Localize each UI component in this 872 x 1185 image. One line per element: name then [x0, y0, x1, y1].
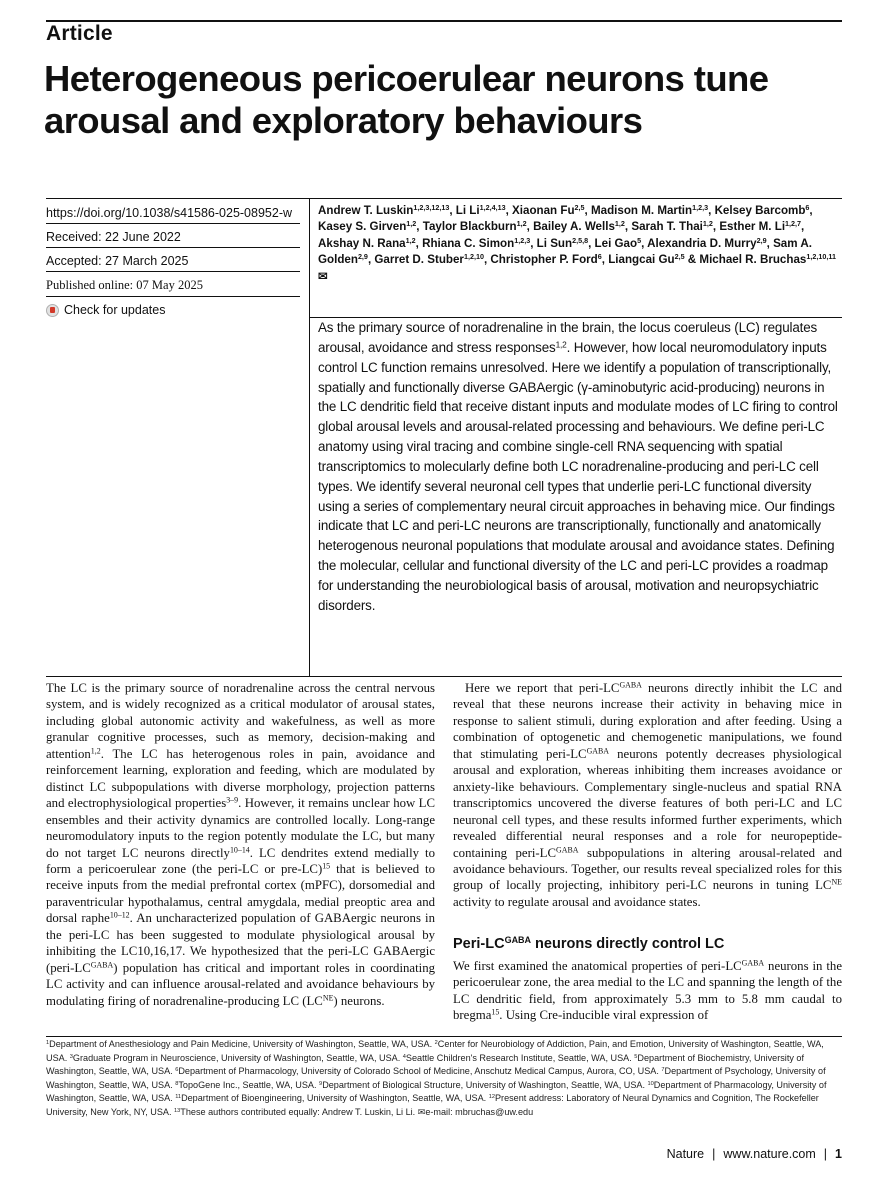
body-rule	[46, 676, 842, 677]
journal-website[interactable]: www.nature.com	[723, 1147, 816, 1161]
author-name[interactable]: Li Li$^{1,2,4,13}$	[455, 203, 506, 217]
footnote-rule	[46, 1036, 842, 1037]
body-column-left: The LC is the primary source of noradrenaline across the central nervous system, and is widely recognized as a critical modulator of arousal states, including global autonomic activity and wakefulness, as well as more granular cognitive processes, such as memory, decision-making and attention$^{1,2}$. The LC has heterogenous roles in pain, avoidance and reinforcement learning, exploration and feeding, which are modulated by distinct LC subpopulations with diverse morphology, projection patterns and electrophysiological properties$^{3-9}$. However, it remains unclear how LC ensembles and their activity dynamics are controlled locally. Long-range neuromodulatory inputs to the region potently modulate the LC, but many do not target LC neurons directly$^{10-14}$. LC dendrites extend medially to form a pericoerulear zone (the peri-LC or pre-LC)$^{15}$ that is believed to receive inputs from the medial prefrontal cortex (mPFC), dorsomedial and paraventricular hypothalamus, central amygdala, medial preoptic area and dorsal raphe$^{10-12}$. An uncharacterized population of GABAergic neurons in the peri-LC has been suggested to modulate physiological arousal by inhibiting the LC10,16,17. We hypothesized that the peri-LC GABAergic $(peri-LC^{GABA})$ population has critical and important roles in coordinating LC activity and can influence arousal-related and avoidance behaviours by modulating firing of noradrenaline-producing LC $(LC^{NE})$ neurons.	[46, 681, 436, 1008]
author-name[interactable]: Sarah T. Thai$^{1,2}$	[631, 219, 713, 234]
author-name[interactable]: Li Sun$^{2,5,8}$	[536, 235, 589, 250]
author-name[interactable]: Kelsey Barcomb$^6$	[714, 203, 810, 217]
author-name[interactable]: Rhiana C. Simon$^{1,2,3}$	[422, 235, 531, 250]
body-column-right: Here we report that peri-$LC^{GABA}$ neurons directly inhibit the LC and reveal that these neurons increase their activity in behaving mice in response to salient stimuli, during exploration and after feeding. Using a combination of optogenetic and chemogenetic manipulations, we found that stimulating peri-$LC^{GABA}$ neurons potently decreases physiological arousal and exploration, whereas inhibiting them increases avoidance or anxiety-like behaviours. Complementary single-nucleus and spatial RNA transcriptomics uncovered the diverse features of both peri-LC and LC neuronal cell types, and these results informed further experiments, which revealed differential neural responses and a role for neuropeptide-containing peri-$LC^{GABA}$ subpopulations in altering arousal-related and avoidance behaviours. Together, our results reveal specialized roles for this group of locally projecting, inhibitory peri-LC neurons in tuning $LC^{NE}$ activity to regulate arousal and avoidance states.	[453, 680, 842, 909]
meta-divider	[46, 271, 300, 272]
email-icon: ✉	[417, 1106, 426, 1117]
abstract: As the primary source of noradrenaline in the brain, the locus coeruleus (LC) regulates arousal, avoidance and stress responses$^{1,2}$. However, how local neuromodulatory inputs control LC function remains unresolved. Here we identify a population of transcriptionally, spatially and functionally diverse GABAergic (γ-aminobutyric acid-producing) neurons in the LC dendritic field that receive distant inputs and modulate modes of LC firing to control global arousal levels and arousal-related processing and behaviours. We define peri-LC anatomy using viral tracing and combine single-cell RNA sequencing with spatial transcriptomics to molecularly define both LC noradrenaline-producing and peri-LC cell types. We identify several neuronal cell types that underlie peri-LC functional diversity using a series of complementary neural circuit approaches in behaving mice. Our findings indicate that LC and peri-LC neurons are transcriptionally, functionally and anatomically heterogenous neuronal populations that modulate arousal and avoidance states. Defining the molecular, cellular and functional diversity of the LC and peri-LC provides a roadmap for understanding the neurobiological basis of arousal, motivation and neuropsychiatric disorders.	[318, 320, 838, 613]
top-rule	[46, 20, 842, 22]
author-name[interactable]: Michael R. Bruchas$^{1,2,10,11}$ ✉	[318, 252, 836, 283]
column-divider	[309, 198, 310, 676]
check-for-updates-button[interactable]	[46, 302, 302, 318]
author-name[interactable]: Kasey S. Girven$^{1,2}$	[318, 219, 417, 234]
doi-link[interactable]: https://doi.org/10.1038/s41586-025-08952-w	[46, 206, 293, 220]
email-icon[interactable]: ✉	[318, 269, 328, 283]
author-name[interactable]: Akshay N. Rana$^{1,2}$	[318, 235, 416, 250]
author-name[interactable]: Xiaonan Fu$^{2,5}$	[512, 203, 585, 217]
received-date: Received: 22 June 2022	[46, 230, 181, 244]
author-name[interactable]: Sam A. Golden$^{2,9}$	[318, 236, 812, 267]
author-name[interactable]: Christopher P. Ford$^6$	[490, 252, 602, 267]
meta-divider	[46, 296, 300, 297]
meta-rule	[46, 198, 842, 199]
section-heading: Peri-$LC^{GABA}$ neurons directly control LC	[453, 935, 725, 952]
paper-title: Heterogeneous pericoerulear neurons tune arousal and exploratory behaviours	[44, 58, 769, 141]
author-name[interactable]: Garret D. Stuber$^{1,2,10}$	[374, 252, 484, 267]
author-name[interactable]: Andrew T. Luskin$^{1,2,3,12,13}$	[318, 203, 450, 217]
author-name[interactable]: Bailey A. Wells$^{1,2}$	[533, 219, 625, 234]
check-updates-label: Check for updates	[64, 303, 166, 317]
affiliations-footnote: $^1$Department of Anesthesiology and Pain Medicine, University of Washington, Seattle, WA, USA. $^2$Center for Neurobiology of Addiction, Pain, and Emotion, University of Washington, Seattle, WA, USA. $^3$Graduate Program in Neuroscience, University of Washington, Seattle, WA, USA. $^4$Seattle Children's Research Institute, Seattle, WA, USA. $^5$Department of Biochemistry, University of Washington, Seattle, WA, USA. $^6$Department of Pharmacology, University of Colorado School of Medicine, Anschutz Medical Campus, Aurora, CO, USA. $^7$Department of Psychology, University of Washington, Seattle, WA, USA. $^8$TopoGene Inc., Seattle, WA, USA. $^9$Department of Biological Structure, University of Washington, Seattle, WA, USA. $^{10}$Department of Pharmacology, University of Washington, Seattle, WA, USA. $^{11}$Department of Bioengineering, University of Washington, Seattle, WA, USA. $^{12}$Present address: Laboratory of Neural Dynamics and Cognition, The Rockefeller University, New York, NY, USA. $^{13}$These authors contributed equally: Andrew T. Luskin, Li Li. ✉e-mail: mbruchas@uw.edu	[46, 1039, 827, 1117]
page-number: 1	[835, 1147, 842, 1161]
page-footer: Nature | www.nature.com | 1	[666, 1147, 842, 1161]
accepted-date: Accepted: 27 March 2025	[46, 254, 189, 268]
check-updates-icon	[46, 304, 59, 317]
author-name[interactable]: Alexandria D. Murry$^{2,9}$	[647, 235, 767, 250]
meta-divider	[46, 247, 300, 248]
author-name[interactable]: Liangcai Gu$^{2,5}$	[608, 252, 685, 267]
author-name[interactable]: Lei Gao$^5$	[594, 235, 642, 250]
journal-name: Nature	[666, 1147, 705, 1161]
body-column-right-continued: We first examined the anatomical properties of peri-$LC^{GABA}$ neurons in the pericoerulear zone, the area medial to the LC and spanning the length of the LC dendritic field, from approximately 5.3 mm to 5.8 mm caudal to bregma$^{15}$. Using Cre-inducible viral expression of	[453, 958, 843, 1023]
author-name[interactable]: Taylor Blackburn$^{1,2}$	[422, 219, 527, 234]
meta-divider	[46, 223, 300, 224]
published-date: Published online: 07 May 2025	[46, 278, 203, 292]
author-name[interactable]: Madison M. Martin$^{1,2,3}$	[590, 203, 709, 217]
author-name[interactable]: Esther M. Li$^{1,2,7}$	[719, 219, 802, 234]
article-type-label: Article	[46, 22, 113, 45]
author-list: Andrew T. Luskin$^{1,2,3,12,13}$, Li Li$^{1,2,4,13}$, Xiaonan Fu$^{2,5}$, Madison M. Martin$^{1,2,3}$, Kelsey Barcomb$^6$, Kasey S. Girven$^{1,2}$, Taylor Blackburn$^{1,2}$, Bailey A. Wells$^{1,2}$, Sarah T. Thai$^{1,2}$, Esther M. Li$^{1,2,7}$, Akshay N. Rana$^{1,2}$, Rhiana C. Simon$^{1,2,3}$, Li Sun$^{2,5,8}$, Lei Gao$^5$, Alexandria D. Murry$^{2,9}$, Sam A. Golden$^{2,9}$, Garret D. Stuber$^{1,2,10}$, Christopher P. Ford$^6$, Liangcai Gu$^{2,5}$ & Michael R. Bruchas$^{1,2,10,11}$ ✉	[318, 203, 836, 283]
